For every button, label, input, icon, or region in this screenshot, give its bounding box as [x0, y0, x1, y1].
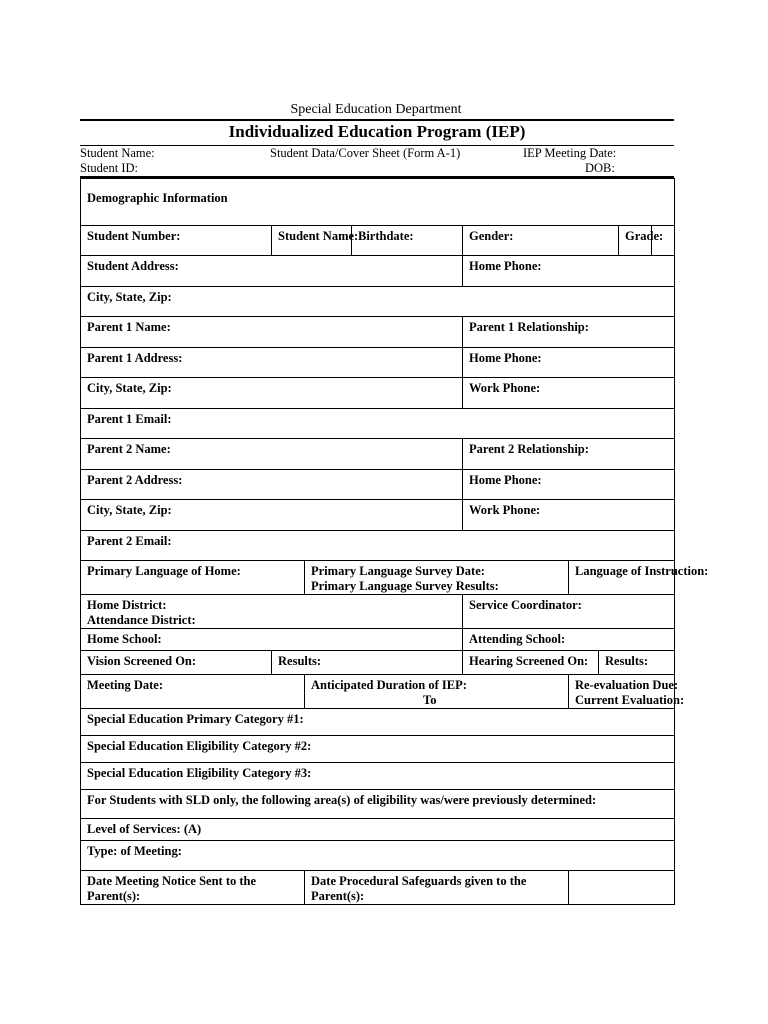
sld-eligibility-field[interactable]: For Students with SLD only, the following area(s) of eligibility was/were previously determined:	[81, 790, 675, 819]
iep-cover-sheet-form	[80, 178, 709, 905]
parent2-email-field[interactable]: Parent 2 Email:	[81, 531, 675, 561]
vision-screened-field[interactable]: Vision Screened On:	[81, 651, 272, 675]
home-school-field[interactable]: Home School:	[81, 629, 463, 651]
parent1-address-field[interactable]: Parent 1 Address:	[81, 348, 463, 378]
student-number-field[interactable]: Student Number:	[81, 226, 272, 256]
meeting-notice-field[interactable]	[81, 871, 305, 905]
language-survey-date-label: Primary Language Survey Date:	[311, 564, 485, 578]
parent2-name-field[interactable]: Parent 2 Name:	[81, 439, 463, 470]
parent1-name-field[interactable]: Parent 1 Name:	[81, 317, 463, 348]
service-coordinator-field[interactable]: Service Coordinator:	[463, 595, 675, 629]
district-field[interactable]	[81, 595, 463, 629]
header-student-id-label: Student ID:	[80, 161, 138, 175]
parent1-email-field[interactable]: Parent 1 Email:	[81, 409, 675, 439]
grade-field[interactable]: Grade:	[619, 226, 652, 256]
safeguards-date-value-cell[interactable]	[569, 871, 675, 905]
parent2-relationship-field[interactable]: Parent 2 Relationship:	[463, 439, 675, 470]
current-evaluation-label: Current Evaluation:	[575, 693, 685, 707]
language-survey-results-label: Primary Language Survey Results:	[311, 579, 499, 593]
student-address-field[interactable]: Student Address:	[81, 256, 463, 287]
parent1-city-state-zip-field[interactable]: City, State, Zip:	[81, 378, 463, 409]
attending-school-field[interactable]: Attending School:	[463, 629, 675, 651]
home-district-label: Home District:	[87, 598, 167, 612]
eligibility-category-2-field[interactable]: Special Education Eligibility Category #2:	[81, 736, 675, 763]
meeting-date-field[interactable]: Meeting Date:	[81, 675, 305, 709]
procedural-safeguards-field[interactable]	[305, 871, 569, 905]
meeting-notice-label-line2: Parent(s):	[87, 889, 141, 903]
birthdate-field[interactable]: Birthdate:	[352, 226, 463, 256]
demographic-section-heading: Demographic Information	[81, 179, 675, 226]
type-of-meeting-field[interactable]: Type: of Meeting:	[81, 841, 675, 871]
anticipated-duration-field[interactable]	[305, 675, 569, 709]
parent1-relationship-field[interactable]: Parent 1 Relationship:	[463, 317, 675, 348]
reevaluation-due-label: Re-evaluation Due:	[575, 678, 679, 692]
meeting-notice-label-line1: Date Meeting Notice Sent to the	[87, 874, 257, 888]
parent1-home-phone-field[interactable]: Home Phone:	[463, 348, 675, 378]
parent1-work-phone-field[interactable]: Work Phone:	[463, 378, 675, 409]
primary-category-field[interactable]: Special Education Primary Category #1:	[81, 709, 675, 736]
parent2-work-phone-field[interactable]: Work Phone:	[463, 500, 675, 531]
language-survey-field[interactable]	[305, 561, 569, 595]
student-name-field[interactable]: Student Name:	[272, 226, 352, 256]
city-state-zip-field[interactable]: City, State, Zip:	[81, 287, 675, 317]
vision-results-field[interactable]: Results:	[272, 651, 463, 675]
duration-to-label: To	[423, 693, 437, 707]
home-phone-field[interactable]: Home Phone:	[463, 256, 675, 287]
language-of-instruction-field[interactable]: Language of Instruction:	[569, 561, 675, 595]
safeguards-label-line2: Parent(s):	[311, 889, 365, 903]
gender-field[interactable]: Gender:	[463, 226, 619, 256]
hearing-results-field[interactable]: Results:	[599, 651, 675, 675]
level-of-services-field[interactable]: Level of Services: (A)	[81, 819, 675, 841]
parent2-home-phone-field[interactable]: Home Phone:	[463, 470, 675, 500]
header-meeting-date-label: IEP Meeting Date:	[523, 146, 617, 160]
parent2-city-state-zip-field[interactable]: City, State, Zip:	[81, 500, 463, 531]
safeguards-label-line1: Date Procedural Safeguards given to the	[311, 874, 527, 888]
parent2-address-field[interactable]: Parent 2 Address:	[81, 470, 463, 500]
department-heading: Special Education Department	[290, 102, 462, 117]
header-dob-label: DOB:	[585, 161, 615, 175]
primary-language-home-field[interactable]: Primary Language of Home:	[81, 561, 305, 595]
anticipated-duration-label: Anticipated Duration of IEP:	[311, 678, 467, 692]
document-title: Individualized Education Program (IEP)	[228, 122, 526, 141]
evaluation-field[interactable]	[569, 675, 685, 709]
header-cover-sheet-label: Student Data/Cover Sheet (Form A-1)	[270, 146, 461, 160]
eligibility-category-3-field[interactable]: Special Education Eligibility Category #3:	[81, 763, 675, 790]
header-student-name-label: Student Name:	[80, 146, 155, 160]
top-rule	[80, 119, 674, 121]
attendance-district-label: Attendance District:	[87, 613, 196, 627]
hearing-screened-field[interactable]: Hearing Screened On:	[463, 651, 599, 675]
